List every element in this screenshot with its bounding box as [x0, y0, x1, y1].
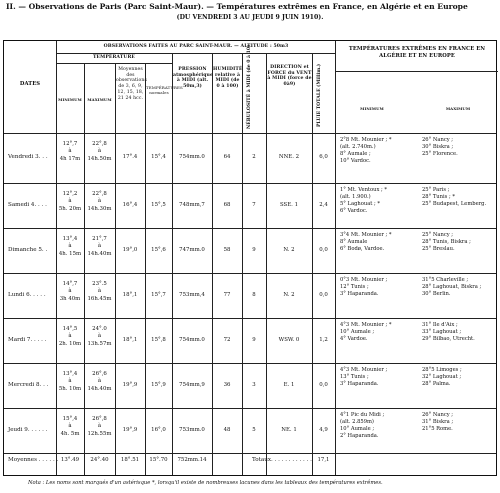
cell-norm: 15°,6 [151, 246, 166, 253]
cell-hum: 68 [223, 201, 231, 208]
cell-hum: 72 [223, 336, 231, 343]
totals-min: 13°.49 [60, 457, 80, 463]
header-minimum: MINIMUM [58, 97, 82, 102]
cell-press: 747mm.0 [179, 246, 205, 253]
totals-normale: 15°.70 [149, 457, 168, 463]
header-ext-maximum: MAXIMUM [445, 106, 471, 111]
cell-vent: N. 2 [283, 291, 295, 298]
cell-hum: 48 [223, 426, 231, 433]
cell-max: 24°.0 à 13h.57m [87, 326, 112, 347]
row-date: Mardi 7. . . . . [8, 336, 47, 343]
header-normales: TEMPÉRATURES normales [146, 85, 183, 95]
observation-table [3, 40, 497, 476]
header-pression: PRESSION atmosphérique à MIDI (alt. 50m,3) [173, 67, 214, 90]
cell-press: 754mm.0 [179, 336, 205, 343]
cell-press: 754mm,9 [179, 381, 205, 388]
cell-pluie: 1,2 [319, 336, 328, 343]
cell-pluie: 2,4 [319, 201, 328, 208]
cell-min: 12°,7 à 4h 17m [59, 141, 81, 162]
col-divider [266, 53, 267, 475]
cell-neb: 8 [252, 291, 256, 298]
cell-max: 22°,8 à 14h.30m [87, 191, 112, 212]
totals-pression: 752mm.14 [177, 457, 207, 463]
header-maximum: MAXIMUM [87, 97, 112, 102]
cell-norm: 15°,8 [151, 336, 166, 343]
row-divider [4, 228, 496, 229]
cell-moy: 18°,1 [122, 291, 138, 298]
cell-hum: 77 [223, 291, 231, 298]
cell-moy: 16°,4 [122, 201, 138, 208]
page-title: II. — Observations de Paris (Parc Saint-Maur). — Températures extrêmes en France, en Algérie et en Europe [6, 2, 468, 11]
col-divider [56, 41, 57, 475]
cell-hum: 36 [223, 381, 231, 388]
cell-norm: 15°,7 [151, 291, 166, 298]
cell-vent: N. 2 [283, 246, 295, 253]
cell-extreme-min: 4°3 Mt. Mounier ; * 10° Aumale ; 4° Vardoe. [340, 322, 392, 343]
cell-norm: 15°,9 [151, 381, 166, 388]
cell-neb: 2 [252, 154, 256, 160]
cell-press: 753mm,4 [179, 291, 205, 298]
cell-extreme-max: 25° Paris ; 28° Tunis ; * 25° Budapest, Lemberg. [422, 187, 487, 208]
cell-norm: 15°,5 [151, 201, 166, 208]
cell-max: 21°,7 à 14h.40m [87, 236, 112, 257]
header-extremes: TEMPÉRATURES EXTRÊMES EN FRANCE EN ALGÉRIE ET EN EUROPE [348, 46, 486, 59]
cell-moy: 19°,0 [122, 246, 138, 253]
row-date: Samedi 4. . . . [8, 201, 47, 208]
row-divider [4, 453, 496, 454]
row-date: Jeudi 9. . . . . . [8, 426, 48, 433]
row-date: Dimanche 5. . [8, 246, 48, 253]
row-divider [4, 408, 496, 409]
col-divider [84, 63, 85, 475]
footnote: Nota : Les noms sont marqués d'un astérisque *, lorsqu'il existe de nombreuses lacunes dans les tableaux des températures extrêmes. [28, 480, 383, 486]
cell-extreme-max: 31°5 Charleville ; 28° Laghouat, Biskra ; 30° Berlin. [422, 277, 482, 298]
totaux-label: Totaux. . . . . . . . . . . . [252, 457, 312, 463]
header-pluie: PLUIE TOTALE (Millim.) [317, 63, 322, 127]
cell-pluie: 6,0 [319, 154, 328, 160]
cell-extreme-min: 2°8 Mt. Mounier ; * (alt. 2.740m.) 8° Aumale ; 10° Vardoc. [340, 137, 392, 165]
header-direction: DIRECTION et FORCE du VENT à MIDI (force de 0à9) [267, 65, 312, 88]
totals-max: 24°.40 [90, 457, 109, 463]
cell-extreme-max: 26° Nancy ; 31° Biskra ; 21°5 Rome. [422, 412, 454, 433]
row-date: Lundi 6. . . . . [8, 291, 46, 298]
cell-pluie: 0,0 [319, 246, 328, 253]
cell-pluie: 0,0 [319, 291, 328, 298]
cell-neb: 5 [252, 426, 256, 433]
cell-press: 754mm.0 [179, 154, 205, 160]
cell-extreme-min: 1° Mt. Ventoux ; * (alt. 1.900.) 5° Laghouat ; * 6° Vardoc. [340, 187, 388, 215]
cell-max: 23°.5 à 16h.45m [87, 281, 112, 302]
cell-vent: NNE. 2 [278, 154, 300, 160]
cell-min: 13°,4 à 4h. 15m [58, 236, 82, 257]
cell-extreme-max: 25° Nancy ; 28° Tunis, Biskra ; 25° Breslau. [422, 232, 471, 253]
cell-neb: 3 [252, 381, 256, 388]
col-divider [145, 63, 146, 475]
cell-moy: 19°,9 [122, 381, 138, 388]
cell-extreme-min: 4°3 Mt. Mounier ; 13° Tunis ; 3° Haparanda. [340, 367, 388, 388]
cell-vent: WSW. 0 [278, 336, 300, 343]
cell-moy: 17°.4 [122, 154, 138, 160]
row-divider [335, 71, 498, 72]
row-divider [56, 53, 335, 54]
col-divider [212, 53, 213, 475]
cell-extreme-max: 26° Nancy ; 30° Biskra ; 25° Florence. [422, 137, 458, 158]
row-divider [4, 318, 496, 319]
cell-pluie: 4,9 [319, 426, 328, 433]
header-dates: DATES [19, 81, 41, 87]
cell-vent: NE. 1 [281, 426, 297, 433]
cell-moy: 18°,1 [122, 336, 138, 343]
cell-norm: 16°,0 [151, 426, 166, 433]
header-temperature: TEMPÉRATURE [93, 55, 135, 60]
totals-moyenne: 18°.51 [120, 457, 140, 463]
col-divider [312, 53, 313, 475]
cell-min: 14°,7 à 3h 40m [59, 281, 81, 302]
cell-press: 753mm.0 [179, 426, 205, 433]
cell-max: 22°,8 à 14h.50m [87, 141, 112, 162]
row-divider [4, 133, 496, 134]
totals-pluie: 17,1 [317, 457, 330, 463]
row-divider [4, 183, 496, 184]
header-nebulosite: NÉBULOSITÉ à MIDI (de 0 à 10) [247, 44, 252, 129]
header-observations: OBSERVATIONS FAITES AU PARC SAINT-MAUR. — ALTITUDE : 50m3 [103, 44, 289, 49]
cell-neb: 9 [252, 246, 256, 253]
cell-pluie: 0,0 [319, 381, 328, 388]
cell-hum: 58 [223, 246, 231, 253]
totals-label: Moyennes . . . . . . [8, 457, 59, 463]
cell-vent: E. 1 [283, 381, 295, 388]
col-divider [335, 41, 336, 475]
cell-norm: 15°,4 [151, 154, 166, 160]
cell-min: 14°,5 à 2h. 10m [58, 326, 82, 347]
row-date: Mercredi 8. . . [8, 381, 49, 388]
cell-min: 15°,4 à 4h. 5m [60, 416, 80, 437]
header-moyennes: Moyennes des observations de 3, 6, 9, 12, 15, 18, 21 24 hcc. [116, 67, 147, 101]
cell-extreme-max: 28°5 Limoges ; 32° Laghouat ; 28° Palma. [422, 367, 462, 388]
cell-extreme-max: 31° Ile d'Aix ; 33° Laghouat ; 29° Bilbao, Utrecht. [422, 322, 475, 343]
cell-neb: 7 [252, 201, 256, 208]
header-ext-minimum: MINIMUM [360, 106, 384, 111]
cell-moy: 19°,9 [122, 426, 138, 433]
cell-vent: SSE. 1 [279, 201, 299, 208]
page-subtitle: (DU VENDREDI 3 AU JEUDI 9 JUIN 1910). [176, 14, 324, 21]
row-divider [4, 273, 496, 274]
row-divider [56, 63, 172, 64]
col-divider [115, 63, 116, 475]
header-humidite: HUMIDITÉ relative à MIDI (de 0 à 100) [213, 67, 243, 90]
cell-min: 12°,2 à 5h. 20m [58, 191, 82, 212]
col-divider [172, 53, 173, 475]
cell-hum: 64 [223, 154, 231, 160]
col-divider [242, 53, 243, 475]
cell-extreme-min: 4°1 Pic du Midi ; (alt. 2.859m) 10° Aumale ; 2° Haparanda. [340, 412, 385, 440]
row-divider [4, 363, 496, 364]
cell-max: 26°,8 à 12h.55m [87, 416, 112, 437]
row-date: Vendredi 3. . . [8, 154, 48, 160]
cell-extreme-min: 0°3 Mt. Mounier ; 12° Tunis ; 3° Haparanda. [340, 277, 388, 298]
cell-max: 26°,6 à 14h.40m [87, 371, 112, 392]
cell-min: 13°,4 à 5h. 10m [58, 371, 82, 392]
cell-neb: 9 [252, 336, 256, 343]
cell-extreme-min: 3°4 Mt. Mounier ; * 8° Aumale 6° Bodø, Vardoe. [340, 232, 392, 253]
cell-press: 748mm,7 [179, 201, 205, 208]
